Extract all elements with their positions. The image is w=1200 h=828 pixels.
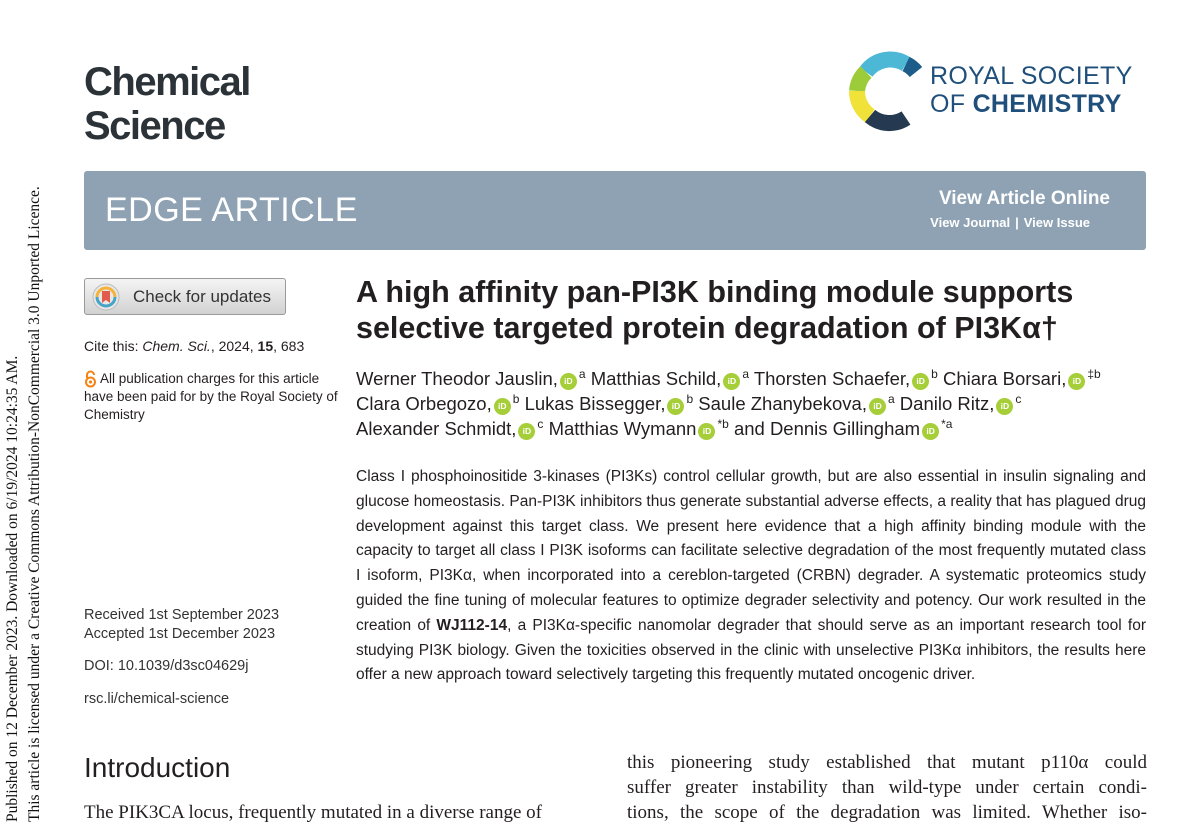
open-access-note: [84, 370, 344, 424]
article-banner: [84, 171, 1146, 250]
check-for-updates-button[interactable]: [84, 278, 286, 315]
cite-label: Cite this:: [84, 338, 139, 354]
author[interactable]: [356, 393, 519, 414]
article-title: A high affinity pan-PI3K binding module supports selective targeted protein degradation of PI3Kα†: [356, 275, 1074, 345]
author-affiliation: *a: [941, 416, 953, 431]
abstract: [356, 465, 1146, 688]
author-list: [356, 366, 1156, 441]
author-name: Werner Theodor Jauslin,: [356, 368, 558, 389]
author-name: Danilo Ritz,: [899, 393, 995, 414]
author-affiliation: c: [1015, 391, 1022, 406]
author[interactable]: [525, 393, 694, 414]
author-affiliation: a: [742, 366, 750, 381]
orcid-icon[interactable]: iD: [667, 398, 684, 415]
orcid-icon[interactable]: iD: [494, 398, 511, 415]
orcid-icon[interactable]: iD: [723, 373, 740, 390]
abstract-part1: Class I phosphoinositide 3-kinases (PI3Ks) control cellular growth, but are also essential in insulin signaling and glucose homeostasis. Pan-PI3K inhibitors thus generate substantial adverse effects, a reality that has plagued drug development against this target class. We present here evidence that a high affinity binding module with the capacity to target all class I PI3K isoforms can facilitate selective degradation of the most frequently mutated class I isoform, PI3Kα, when incorporated into a cereblon-targeted (CRBN) degrader. A systematic proteomics study guided the fine tuning of molecular features to optimize degrader selectivity and potency. Our work resulted in the creation of: [356, 468, 1146, 634]
journal-name-line1: Chemical: [84, 60, 250, 104]
author-affiliation: b: [931, 366, 938, 381]
author-name: Thorsten Schaefer,: [753, 368, 911, 389]
author-affiliation: a: [887, 391, 895, 406]
rsc-line2-bold: CHEMISTRY: [972, 90, 1122, 118]
intro-right-line: suffer greater instability than wild-type under certain condi-: [627, 777, 1147, 798]
orcid-icon[interactable]: iD: [560, 373, 577, 390]
author[interactable]: [356, 368, 586, 389]
orcid-icon[interactable]: iD: [869, 398, 886, 415]
view-article-online-link[interactable]: View Article Online: [938, 188, 1110, 209]
article-dates: [84, 606, 279, 644]
journal-link[interactable]: rsc.li/chemical-science: [84, 691, 230, 707]
author-name: Lukas Bissegger,: [524, 393, 666, 414]
accepted-date: Accepted 1st December 2023: [84, 626, 276, 642]
author-affiliation: a: [578, 366, 586, 381]
author[interactable]: [943, 368, 1101, 389]
author[interactable]: [356, 418, 543, 439]
journal-name-line2: Science: [84, 104, 225, 148]
link-separator: |: [1015, 215, 1019, 230]
abstract-part2: , a PI3Kα-specific nanomolar degrader that should serve as an important research tool for studying PI3K biology. Given the toxicities observed in the clinic with unselective PI3Kα inhibitors, the results here offer a new approach toward selectively targeting this frequently mutated oncogenic driver.: [356, 616, 1146, 684]
cite-volume: 15: [257, 338, 274, 354]
author[interactable]: [754, 368, 938, 389]
author[interactable]: [734, 418, 952, 439]
author-affiliation: b: [512, 391, 520, 406]
view-issue-link[interactable]: View Issue: [1023, 215, 1090, 230]
author[interactable]: [549, 418, 729, 439]
compound-name: WJ112-14: [436, 616, 508, 634]
orcid-icon[interactable]: iD: [922, 423, 939, 440]
banner-links: [930, 215, 1090, 230]
check-updates-label: Check for updates: [133, 287, 271, 306]
author-name: Alexander Schmidt,: [356, 418, 517, 439]
author-name: Chiara Borsari,: [942, 368, 1067, 389]
introduction-heading: Introduction: [84, 752, 231, 783]
intro-left-column: The PIK3CA locus, frequently mutated in a diverse range of: [84, 802, 542, 823]
orcid-icon[interactable]: iD: [912, 373, 929, 390]
author-affiliation: ‡b: [1087, 366, 1101, 381]
open-access-icon: [84, 370, 97, 388]
rsc-ring-icon: [848, 46, 924, 134]
orcid-icon[interactable]: iD: [518, 423, 535, 440]
citation: [84, 338, 304, 354]
rsc-line2: [930, 90, 1133, 118]
article-type: EDGE ARTICLE: [105, 191, 358, 229]
intro-right-column: [627, 750, 1147, 825]
rsc-logo[interactable]: [848, 46, 1148, 134]
received-date: Received 1st September 2023: [84, 607, 280, 623]
author-affiliation: *b: [717, 416, 729, 431]
rsc-line1: ROYAL SOCIETY: [930, 62, 1133, 90]
author[interactable]: [698, 393, 894, 414]
check-updates-icon: [92, 283, 120, 311]
publication-note: Published on 12 December 2023. Downloaded on 6/19/2024 10:24:35 AM.: [4, 355, 21, 822]
open-access-text: All publication charges for this article have been paid for by the Royal Society of Chemistry: [84, 371, 338, 422]
author-affiliation: b: [686, 391, 694, 406]
license-note: This article is licensed under a Creative Commons Attribution-NonCommercial 3.0 Unported Licence.: [26, 186, 43, 822]
doi[interactable]: DOI: 10.1039/d3sc04629j: [84, 658, 249, 674]
intro-right-line: this pioneering study established that mutant p110α could: [627, 752, 1147, 773]
view-journal-link[interactable]: View Journal: [930, 215, 1011, 230]
orcid-icon[interactable]: iD: [698, 423, 715, 440]
cite-page: , 683: [273, 338, 305, 354]
author[interactable]: [900, 393, 1022, 414]
rsc-wordmark: [930, 62, 1133, 118]
intro-right-line: tions, the scope of the degradation was limited. Whether iso-: [627, 802, 1147, 823]
author-name: Matthias Schild,: [590, 368, 722, 389]
author-name: Matthias Wymann: [548, 418, 697, 439]
orcid-icon[interactable]: iD: [996, 398, 1013, 415]
orcid-icon[interactable]: iD: [1068, 373, 1085, 390]
author-name: Clara Orbegozo,: [356, 393, 492, 414]
author-name: and Dennis Gillingham: [733, 418, 921, 439]
journal-name: [84, 60, 250, 148]
rsc-line2-prefix: OF: [930, 90, 973, 118]
cite-year: , 2024,: [210, 338, 258, 354]
cite-journal: Chem. Sci.: [142, 338, 211, 354]
author-affiliation: c: [537, 416, 544, 431]
author[interactable]: [591, 368, 749, 389]
author-name: Saule Zhanybekova,: [698, 393, 867, 414]
